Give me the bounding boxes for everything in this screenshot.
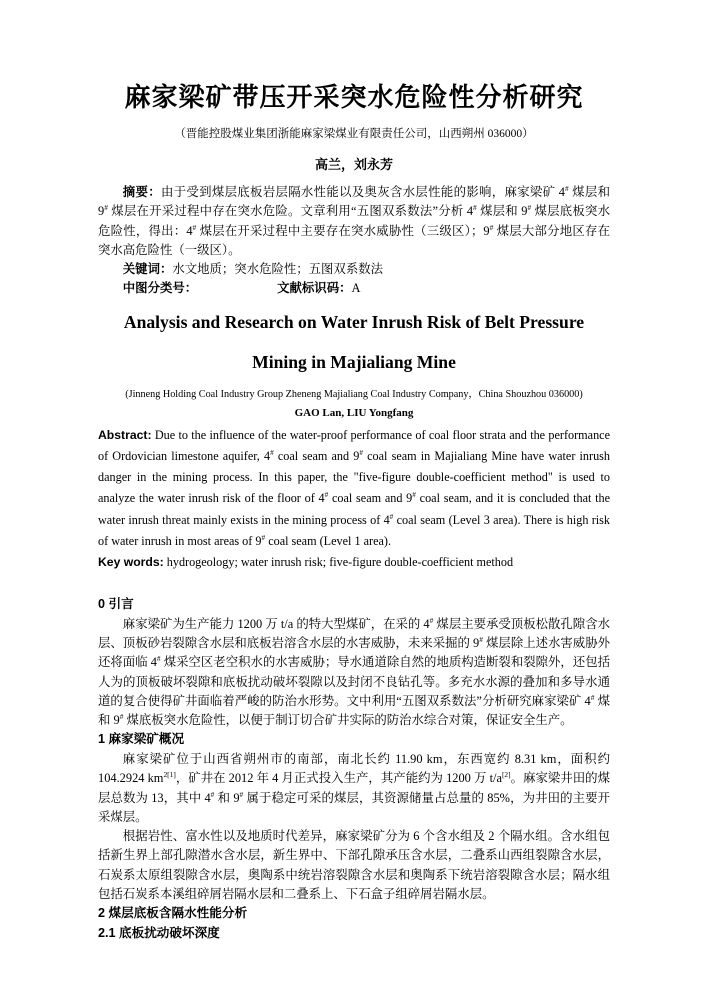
section-introduction-paragraph: 麻家梁矿为生产能力 1200 万 t/a 的特大型煤矿，在采的 4# 煤层主要承受顶板松散孔隙含水层、顶板砂岩裂隙含水层和底板岩溶含水层的水害威胁，未来采掘的 9# 煤层除上述水害威胁外还将面临 4# 煤采空区老空积水的水害威胁；导水通道除自然的地质构造断裂和裂隙外，还包括人为的顶板破坏裂隙和底板扰动破坏裂隙以及封闭不良钻孔等。多充水水源的叠加和多导水通道的复合使得矿井面临着严峻的防治水形势。文中利用“五图双系数法”分析研究麻家梁矿 4# 煤和 9# 煤底板突水危险性，以便于制订切合矿井实际的防治水综合对策，保证安全生产。 bbox=[98, 615, 610, 728]
affiliation-cn: （晋能控股煤业集团浙能麻家梁煤业有限责任公司，山西朔州 036000） bbox=[174, 128, 534, 140]
paper-title-en: Analysis and Research on Water Inrush Risk of Belt Pressure Mining in Majialiang Mine bbox=[123, 311, 585, 372]
section-introduction bbox=[98, 595, 610, 730]
keywords-cn bbox=[98, 260, 610, 279]
abstract-cn-label: 摘要： bbox=[122, 185, 161, 199]
section-disturbance-depth-heading: 2.1 底板扰动破坏深度 bbox=[98, 925, 220, 940]
section-mine-overview bbox=[98, 730, 610, 904]
clc-label: 中图分类号： bbox=[122, 281, 198, 296]
keywords-en bbox=[98, 552, 610, 573]
abstract-en bbox=[98, 425, 610, 552]
section-floor-performance-heading: 2 煤层底板含隔水性能分析 bbox=[98, 906, 248, 921]
clc-row bbox=[98, 279, 610, 298]
section-introduction-heading: 0 引言 bbox=[98, 597, 134, 612]
section-mine-overview-heading: 1 麻家梁矿概况 bbox=[98, 732, 185, 747]
doc-code-label: 文献标识码： bbox=[277, 281, 352, 296]
section-floor-performance bbox=[98, 904, 610, 924]
keywords-cn-text: 水文地质；突水危险性；五图双系数法 bbox=[172, 262, 383, 277]
abstract-en-label: Abstract: bbox=[98, 427, 152, 442]
keywords-en-text: hydrogeology; water inrush risk; five-figure double-coefficient method bbox=[163, 555, 514, 569]
authors-cn: 高兰，刘永芳 bbox=[314, 157, 393, 172]
abstract-cn-text: 由于受到煤层底板岩层隔水性能以及奥灰含水层性能的影响，麻家梁矿 4# 煤层和 9# 煤层在开采过程中存在突水危险。文章利用“五图双系数法”分析 4# 煤层和 9# 煤层底板突水危险性，得出：4# 煤层在开采过程中主要存在突水威胁性（三级区）；9# 煤层大部分地区存在突水高危险性（一级区）。 bbox=[98, 183, 611, 257]
keywords-en-label: Key words: bbox=[98, 555, 164, 569]
section-mine-overview-paragraph-2: 根据岩性、富水性以及地质时代差异，麻家梁矿分为 6 个含水组及 2 个隔水组。含水组包括新生界上部孔隙潜水含水层，新生界中、下部孔隙承压含水层，二叠系山西组裂隙含水层，石炭系太原组裂隙含水层，奥陶系中统岩溶裂隙含水层和奥陶系下统岩溶裂隙含水层；隔水组包括石炭系本溪组碎屑岩隔水层和二叠系上、下石盒子组碎屑岩隔水层。 bbox=[98, 829, 610, 902]
section-disturbance-depth bbox=[98, 924, 610, 944]
section-mine-overview-paragraph-1: 麻家梁矿位于山西省朔州市的南部，南北长约 11.90 km，东西宽约 8.31 km，面积约 104.2924 $km^{2[1]}$，矿井在 2012 年 4 月正式投入生产，其产能约为 1200 万 t/a[2]。麻家梁井田的煤层总数为 13，其中 4# 和 9# 属于稳定可采的煤层，其资源储量占总量的 85%，为井田的主要开采煤层。 bbox=[98, 751, 611, 824]
doc-code-value: A bbox=[351, 281, 361, 296]
abstract-en-text: Due to the influence of the water-proof performance of coal floor strata and the performance of Ordovician limestone aquifer, 4# coal seam and 9# coal seam in Majialiang Mine have water inrush danger in the mining process. In this paper, the "five-figure double-coefficient method" is used to analyze the water inrush risk of the floor of 4# coal seam and 9# coal seam, and it is concluded that the water inrush threat mainly exists in the mining process of 4# coal seam (Level 3 area). There is high risk of water inrush in most areas of 9# coal seam (Level 1 area). bbox=[98, 427, 611, 548]
affiliation-en: (Jinneng Holding Coal Industry Group Zheneng Majialiang Coal Industry Company，China Shouzhou 036000) bbox=[125, 388, 583, 400]
keywords-cn-label: 关键词： bbox=[122, 262, 173, 277]
paper-title-cn: 麻家梁矿带压开采突水危险性分析研究 bbox=[124, 83, 584, 112]
authors-en: GAO Lan, LIU Yongfang bbox=[294, 406, 414, 419]
abstract-cn bbox=[98, 183, 610, 260]
